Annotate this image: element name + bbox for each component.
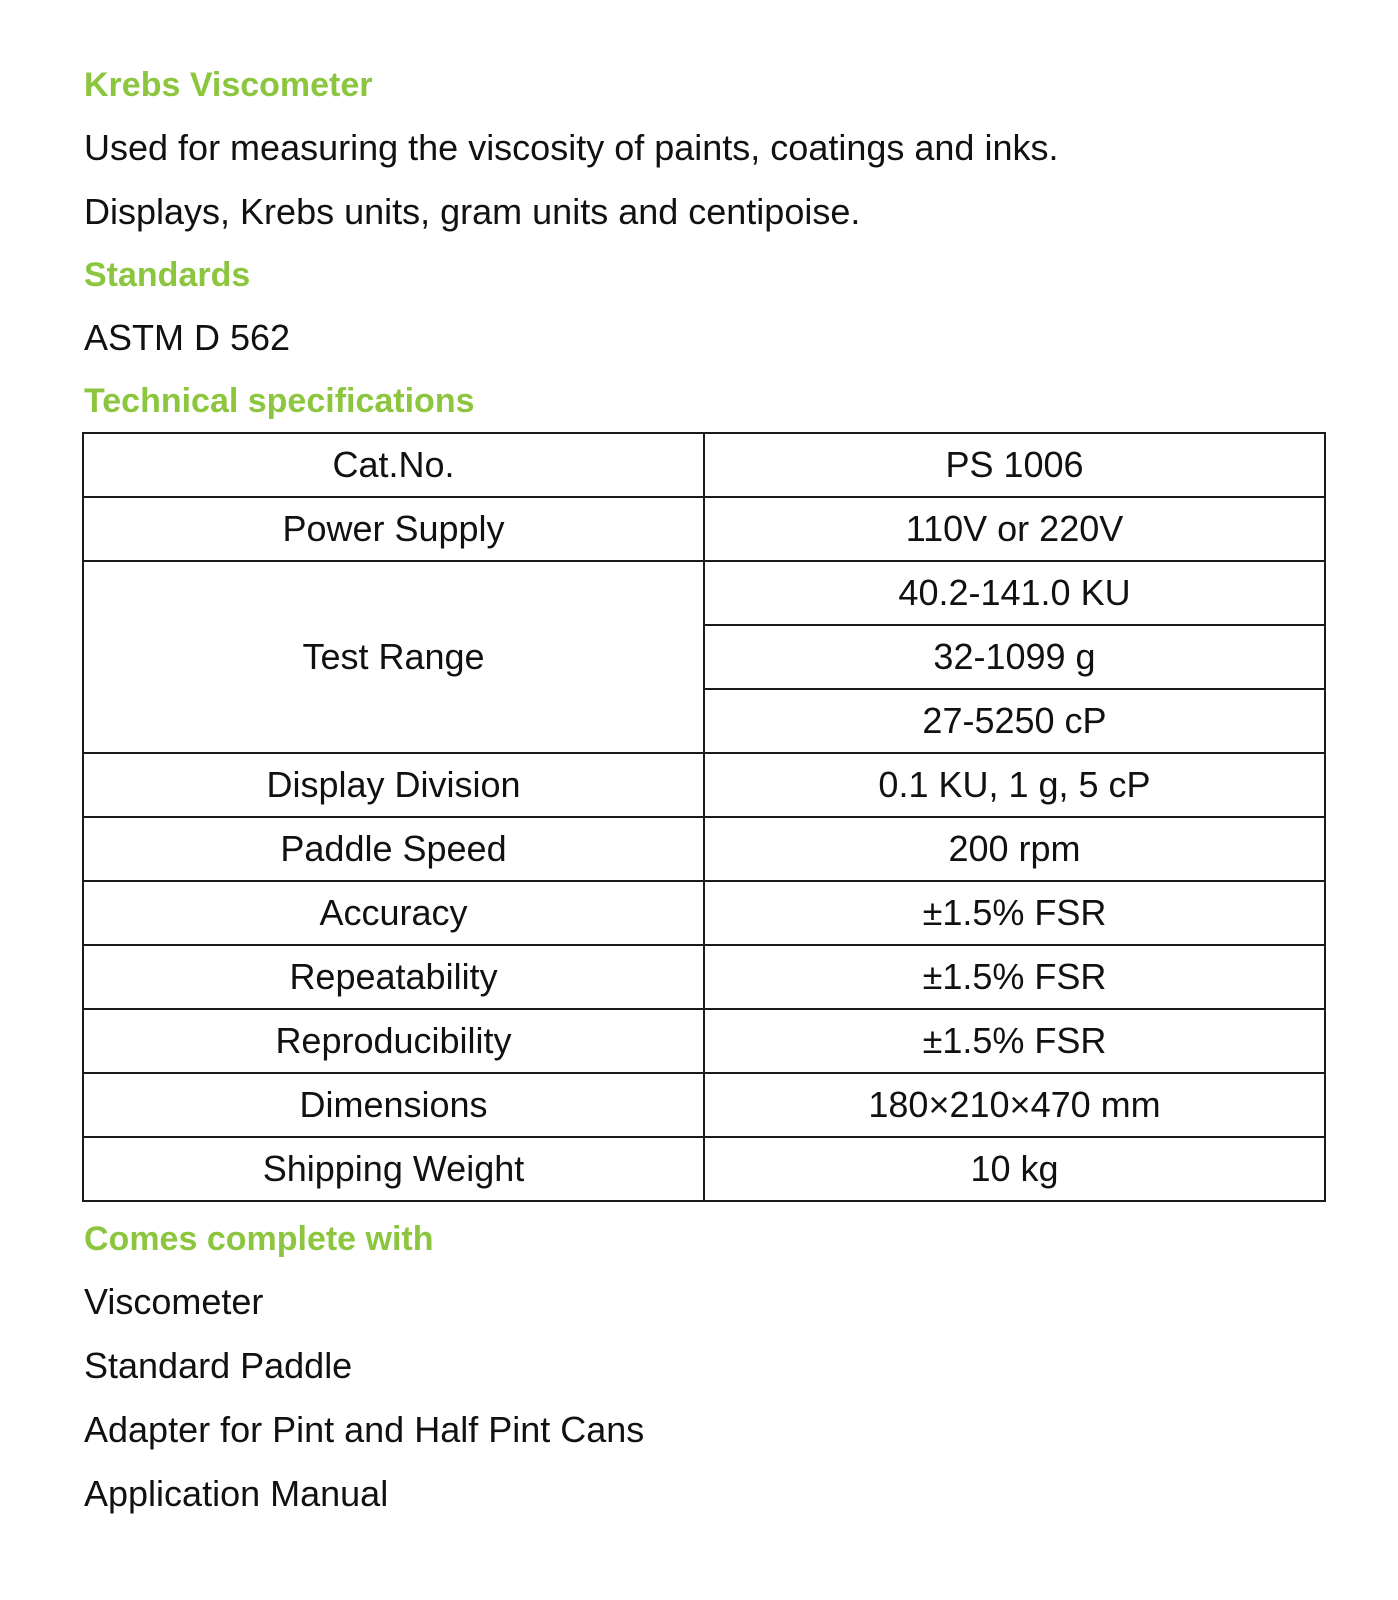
- standard-item: ASTM D 562: [84, 317, 291, 358]
- table-row: [83, 1073, 1325, 1137]
- spec-label: Dimensions: [83, 1073, 704, 1137]
- table-row: [83, 945, 1325, 1009]
- spec-value: 32-1099 g: [704, 625, 1325, 689]
- spec-value: 110V or 220V: [704, 497, 1325, 561]
- included-item: Standard Paddle: [84, 1345, 353, 1386]
- spec-value: 40.2-141.0 KU: [704, 561, 1325, 625]
- spec-value: ±1.5% FSR: [704, 881, 1325, 945]
- specs-table: [82, 432, 1326, 1202]
- spec-label: Shipping Weight: [83, 1137, 704, 1201]
- spec-label: Cat.No.: [83, 433, 704, 497]
- spec-label: Reproducibility: [83, 1009, 704, 1073]
- spec-value: 200 rpm: [704, 817, 1325, 881]
- description-line: Displays, Krebs units, gram units and centipoise.: [84, 191, 861, 232]
- table-row: [83, 753, 1325, 817]
- spec-label: Accuracy: [83, 881, 704, 945]
- included-item: Viscometer: [84, 1281, 264, 1322]
- table-row: [83, 817, 1325, 881]
- spec-label: Power Supply: [83, 497, 704, 561]
- spec-value: 27-5250 cP: [704, 689, 1325, 753]
- spec-value: 10 kg: [704, 1137, 1325, 1201]
- specs-heading: Technical specifications: [84, 382, 475, 420]
- spec-label: Test Range: [83, 561, 704, 753]
- table-row: [83, 433, 1325, 497]
- spec-label: Display Division: [83, 753, 704, 817]
- spec-value: ±1.5% FSR: [704, 1009, 1325, 1073]
- description-line: Used for measuring the viscosity of paints, coatings and inks.: [84, 127, 1059, 168]
- product-title: Krebs Viscometer: [84, 66, 373, 104]
- product-sheet: [84, 54, 1334, 1526]
- table-row: [83, 881, 1325, 945]
- spec-value: PS 1006: [704, 433, 1325, 497]
- included-item: Adapter for Pint and Half Pint Cans: [84, 1409, 645, 1450]
- included-item: Application Manual: [84, 1473, 389, 1514]
- table-row: [83, 1009, 1325, 1073]
- spec-value: ±1.5% FSR: [704, 945, 1325, 1009]
- spec-label: Repeatability: [83, 945, 704, 1009]
- table-row: [83, 561, 1325, 625]
- table-row: [83, 497, 1325, 561]
- included-heading: Comes complete with: [84, 1220, 434, 1258]
- standards-heading: Standards: [84, 256, 251, 294]
- table-row: [83, 1137, 1325, 1201]
- spec-label: Paddle Speed: [83, 817, 704, 881]
- spec-value: 180×210×470 mm: [704, 1073, 1325, 1137]
- spec-value: 0.1 KU, 1 g, 5 cP: [704, 753, 1325, 817]
